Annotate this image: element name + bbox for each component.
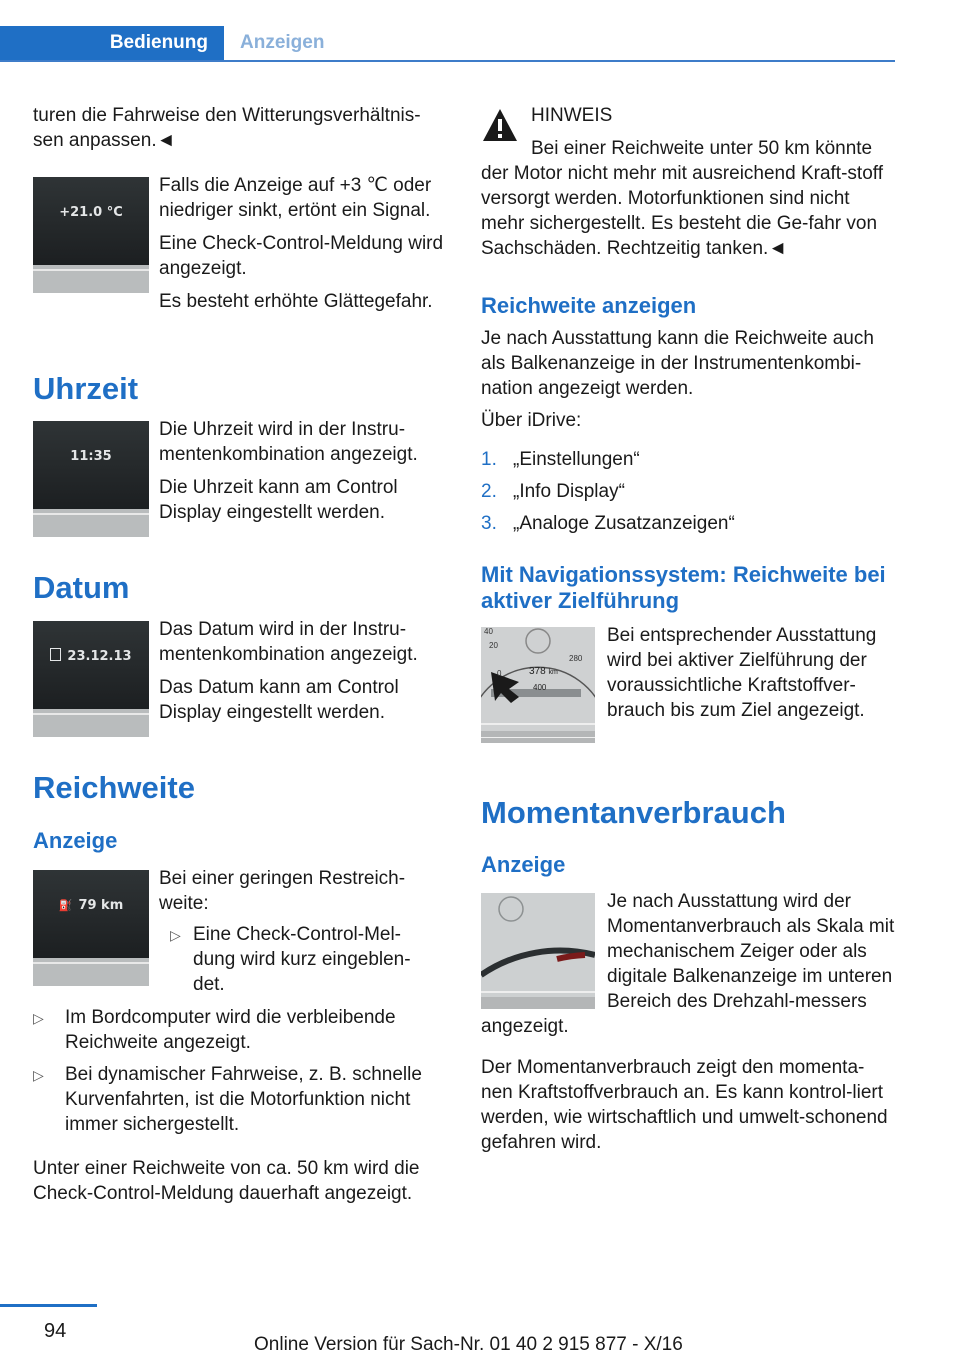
- step-text: „Info Display“: [513, 481, 625, 502]
- header-tabbar: [0, 26, 895, 62]
- footer-online-version: Online Version für Sach-Nr. 01 40 2 915 877 - X/16: [254, 1334, 683, 1355]
- gauge-tick-label: 40: [484, 627, 493, 636]
- fuel-pump-icon: ⛽: [58, 899, 73, 912]
- date-display-row: [33, 621, 149, 709]
- uhrzeit-text: [159, 417, 451, 533]
- step-number: 1.: [481, 449, 497, 470]
- range-display-value: 79 km: [78, 898, 124, 913]
- page-number: 94: [44, 1320, 67, 1342]
- datum-p2: Das Datum kann am Control Display eingestellt werden.: [159, 677, 399, 723]
- momentan-text-1: Je nach Ausstattung wird der Momentanverbrauch als Skala mit mechanischem Zeiger oder als digitale Balkenanzeige im unteren Bereich des Drehzahl-messers angezeigt.: [481, 891, 895, 1037]
- datum-text: [159, 617, 451, 733]
- gauge-range-value: [529, 666, 558, 677]
- gauge-range-unit: km: [548, 669, 558, 676]
- bullet-triangle-icon: ▷: [33, 1010, 44, 1026]
- step-number: 3.: [481, 513, 497, 534]
- heading-momentanverbrauch: Momentanverbrauch: [481, 795, 786, 830]
- date-display-value: 23.12.13: [67, 649, 132, 664]
- heading-anzeige: Anzeige: [33, 828, 118, 853]
- step-text: „Analoge Zusatzanzeigen“: [513, 513, 735, 534]
- date-display-image: [33, 621, 149, 737]
- bullet-item-1: Eine Check-Control-Mel-dung wird kurz eingeblen-det.: [193, 924, 411, 995]
- bullet-item-2: Im Bordcomputer wird die verbleibende Reichweite angezeigt.: [65, 1007, 396, 1053]
- heading-uhrzeit: Uhrzeit: [33, 371, 139, 406]
- step-number: 2.: [481, 481, 497, 502]
- temperature-p2: Eine Check-Control-Meldung wird angezeigt.: [159, 233, 444, 279]
- temperature-p1: Falls die Anzeige auf +3 ℃ oder niedriger sinkt, ertönt ein Signal.: [159, 175, 432, 221]
- tab-bedienung[interactable]: Bedienung: [0, 26, 224, 60]
- datum-p1: Das Datum wird in der Instru-mentenkombination angezeigt.: [159, 619, 418, 665]
- bullet-triangle-icon: ▷: [33, 1067, 44, 1083]
- bullet-triangle-icon: ▷: [170, 927, 181, 943]
- range-gauge-image: [481, 627, 595, 743]
- footer-rule: [0, 1304, 97, 1307]
- gauge-range-number: 378: [529, 666, 546, 677]
- gauge-tick-label: 0: [497, 669, 502, 678]
- heading-reichweite: Reichweite: [33, 770, 195, 805]
- gauge-scale-label: 400: [533, 683, 547, 692]
- range-display-image: [33, 870, 149, 986]
- clock-display-value: 11:35: [33, 421, 149, 509]
- range-display-row: [33, 870, 149, 958]
- reichweite-p1: Bei einer geringen Restreich-weite:: [159, 868, 406, 914]
- heading-momentan-anzeige: Anzeige: [481, 852, 566, 877]
- bullet-item-3: Bei dynamischer Fahrweise, z. B. schnelle Kurvenfahrten, ist die Motorfunktion nicht immer sichergestellt.: [65, 1064, 422, 1135]
- uhrzeit-p1: Die Uhrzeit wird in der Instru-mentenkombination angezeigt.: [159, 419, 418, 465]
- heading-reichweite-anzeigen: Reichweite anzeigen: [481, 293, 697, 318]
- navi-text: Bei entsprechender Ausstattung wird bei aktiver Zielführung der voraussichtliche Kraftstoffver-brauch bis zum Ziel angezeigt.: [607, 625, 877, 721]
- hinweis-text: Bei einer Reichweite unter 50 km könnte der Motor nicht mehr mit ausreichend Kraft-stoff versorgt werden. Motorfunktionen sind nicht mehr sichergestellt. Es besteht die Ge-fahr von Sachschäden. Rechtzeitig tanken.◄: [481, 138, 883, 259]
- temperature-p3: Es besteht erhöhte Glättegefahr.: [159, 291, 433, 312]
- idrive-label: Über iDrive:: [481, 410, 582, 431]
- intro-paragraph: turen die Fahrweise den Witterungsverhältnis-sen anpassen.◄: [33, 105, 421, 151]
- temperature-display-value: +21.0 °C: [33, 177, 149, 265]
- gauge-tick-label: 280: [569, 654, 583, 663]
- clock-display-image: [33, 421, 149, 537]
- momentan-text-2: Der Momentanverbrauch zeigt den momenta-nen Kraftstoffverbrauch an. Es kann kontrol-liert werden, wie wirtschaftlich und umwelt-schonend gefahren wird.: [481, 1057, 888, 1153]
- tab-anzeigen[interactable]: Anzeigen: [240, 32, 325, 53]
- heading-datum: Datum: [33, 570, 130, 605]
- reichweite-outro: Unter einer Reichweite von ca. 50 km wird die Check-Control-Meldung dauerhaft angezeigt.: [33, 1158, 420, 1204]
- calendar-icon: [50, 648, 61, 661]
- uhrzeit-p2: Die Uhrzeit kann am Control Display eingestellt werden.: [159, 477, 398, 523]
- hinweis-title: HINWEIS: [531, 105, 613, 126]
- step-text: „Einstellungen“: [513, 449, 640, 470]
- temperature-text: [159, 173, 451, 322]
- reichweite-anzeigen-text: Je nach Ausstattung kann die Reichweite auch als Balkenanzeige in der Instrumentenkombi-nation angezeigt werden.: [481, 328, 874, 399]
- heading-navigationssystem: Mit Navigationssystem: Reichweite bei aktiver Zielführung: [481, 562, 886, 613]
- momentan-text-1-container: [481, 889, 895, 1039]
- gauge-tick-label: 20: [489, 641, 498, 650]
- temperature-display-image: [33, 177, 149, 293]
